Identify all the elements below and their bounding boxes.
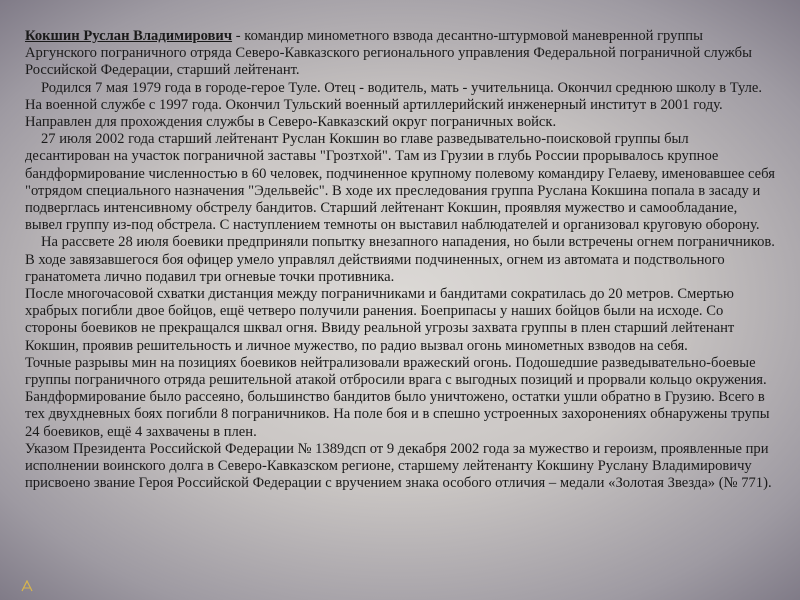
slide-navigation-icon[interactable] xyxy=(21,580,33,592)
biography-paragraph-award: Указом Президента Российской Федерации № 1389дсп от 9 декабря 2002 года за мужество и героизм, проявленные при исполнении воинского долга в Северо-Кавказском регионе, старшему лейтенанту Кокшину Руслану Владимировичу присвоено звание Героя Российской Федерации с вручением знака особого отличия – медали «Золотая Звезда» (№ 771). xyxy=(25,440,772,492)
biography-paragraph-dawn-attack: На рассвете 28 июля боевики предприняли попытку внезапного нападения, но были встречены огнем пограничников. В ходе завязавшегося боя офицер умело управлял действиями подчиненных, огнем из автомата и подствольного гранатомета лично подавил три огневые точки противника. xyxy=(25,234,775,285)
intro-paragraph xyxy=(25,28,777,80)
slide-navigation-icon-graphic xyxy=(21,580,33,592)
intro-text: - командир минометного взвода десантно-штурмовой маневренной группы Аргунского пограничного отряда Северо-Кавказского регионального управления Федеральной пограничной службы Российской Федерации, старший лейтенант. xyxy=(25,28,752,79)
person-name: Кокшин Руслан Владимирович xyxy=(25,28,233,44)
biography-paragraph-ambush: 27 июля 2002 года старший лейтенант Руслан Кокшин во главе разведывательно-поисковой группы был десантирован на участок пограничной заставы "Грозтхой". Там из Грузии в глубь России прорывалось крупное бандформирование численностью в 60 человек, подчиненное крупному полевому командиру Гелаеву, именовавшее себя "отрядом специального назначения "Эдельвейс". В ходе их преследования группа Руслана Кокшина попала в засаду и подверглась интенсивному обстрелу бандитов. Старший лейтенант Кокшин, проявляя мужество и самообладание, вывел группу из-под обстрела. С наступлением темноты он выставил наблюдателей и организовал круговую оборону. xyxy=(25,131,775,234)
biography-paragraph-birth: Родился 7 мая 1979 года в городе-герое Туле. Отец - водитель, мать - учительница. Окончил среднюю школу в Туле. На военной службе с 1997 года. Окончил Тульский военный артиллерийский инженерный институт в 2001 году. Направлен для прохождения службы в Северо-Кавказский округ пограничных войск. xyxy=(25,79,763,131)
biography-paragraph-fire-on-self: После многочасовой схватки дистанция между пограничниками и бандитами сократилась до 20 метров. Смертью храбрых погибли двое бойцов, ещё четверо получили ранения. Боеприпасы у наших бойцов были на исходе. Со стороны боевиков не прекращался шквал огня. Ввиду реальной угрозы захвата группы в плен старший лейтенант Кокшин, проявив решительность и личное мужество, по радио вызвал огонь минометных взводов на себя. xyxy=(25,286,735,354)
biography-paragraph-outcome: Точные разрывы мин на позициях боевиков нейтрализовали вражеский огонь. Подошедшие разведывательно-боевые группы пограничного отряда решительной атакой отбросили врага с выгодных позиций и прорвали кольцо окружения. Бандформирование было рассеяно, большинство бандитов было уничтожено, остатки ушли обратно в Грузию. Всего в тех двухдневных боях погибли 8 пограничников. На поле боя и в спешно устроенных захоронениях обнаружены трупы 24 боевиков, ещё 4 захвачены в плен. xyxy=(25,354,770,440)
biography-text xyxy=(25,28,777,492)
